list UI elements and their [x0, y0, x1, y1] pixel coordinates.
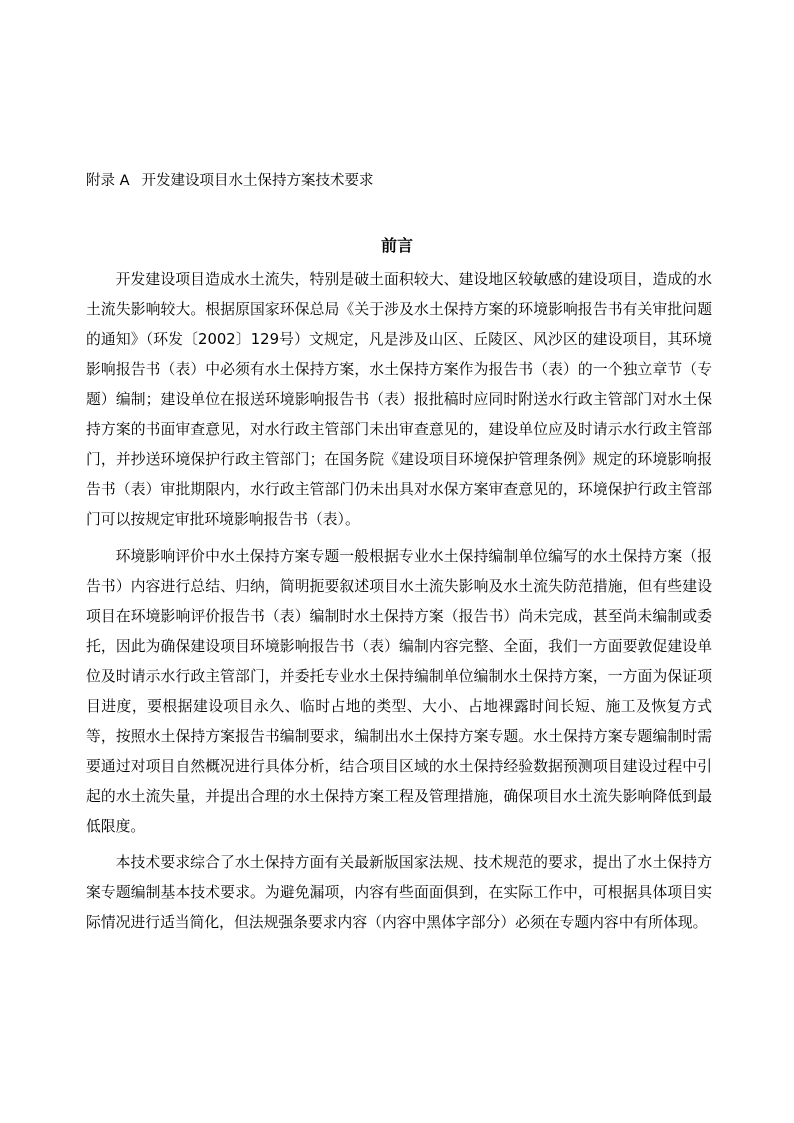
- paragraph-3: 本技术要求综合了水土保持方面有关最新版国家法规、技术规范的要求，提出了水土保持方案专题编制基本技术要求。为避免漏项，内容有些面面俱到，在实际工作中，可根据具体项目实际情况进行适当简化，但法规强条要求内容（内容中黑体字部分）必须在专题内容中有所体现。: [86, 854, 712, 931]
- appendix-heading: [86, 171, 374, 191]
- appendix-title: 开发建设项目水土保持方案技术要求: [141, 173, 374, 189]
- body-text: [86, 265, 712, 945]
- appendix-label: 附录 A: [86, 173, 130, 189]
- section-title: 前言: [380, 236, 413, 255]
- paragraph-2: 环境影响评价中水土保持方案专题一般根据专业水土保持编制单位编写的水土保持方案（报告书）内容进行总结、归纳，简明扼要叙述项目水土流失影响及水土流失防范措施，但有些建设项目在环境影响评价报告书（表）编制时水土保持方案（报告书）尚未完成，甚至尚未编制或委托，因此为确保建设项目环境影响报告书（表）编制内容完整、全面，我们一方面要敦促建设单位及时请示水行政主管部门，并委托专业水土保持编制单位编制水土保持方案，一方面为保证项目进度，要根据建设项目永久、临时占地的类型、大小、占地裸露时间长短、施工及恢复方式等，按照水土保持方案报告书编制要求，编制出水土保持方案专题。水土保持方案专题编制时需要通过对项目自然概况进行具体分析，结合项目区域的水土保持经验数据预测项目建设过程中引起的水土流失量，并提出合理的水土保持方案工程及管理措施，确保项目水土流失影响降低到最低限度。: [86, 547, 712, 835]
- paragraph-1: 开发建设项目造成水土流失，特别是破土面积较大、建设地区较敏感的建设项目，造成的水土流失影响较大。根据原国家环保总局《关于涉及水土保持方案的环境影响报告书有关审批问题的通知》（环发〔2002〕129号）文规定，凡是涉及山区、丘陵区、风沙区的建设项目，其环境影响报告书（表）中必须有水土保持方案，水土保持方案作为报告书（表）的一个独立章节（专题）编制；建设单位在报送环境影响报告书（表）报批稿时应同时附送水行政主管部门对水土保持方案的书面审查意见，对水行政主管部门未出审查意见的，建设单位应及时请示水行政主管部门，并抄送环境保护行政主管部门；在国务院《建设项目环境保护管理条例》规定的环境影响报告书（表）审批期限内，水行政主管部门仍未出具对水保方案审查意见的，环境保护行政主管部门可以按规定审批环境影响报告书（表）。: [86, 271, 712, 528]
